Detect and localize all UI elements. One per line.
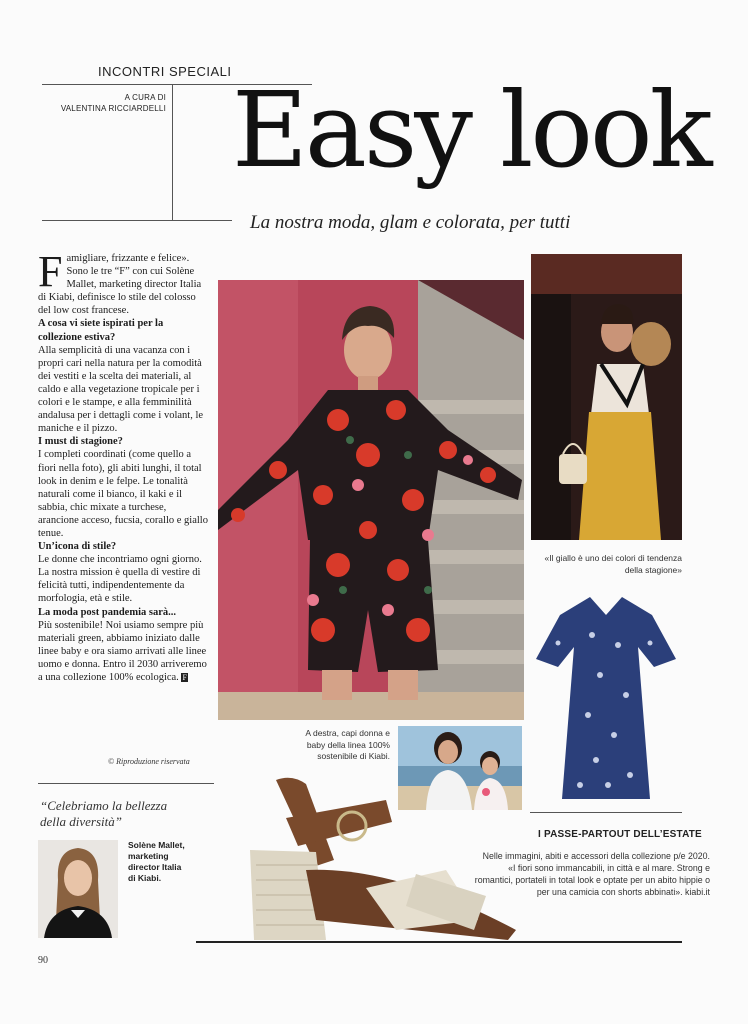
subtitle-rule	[42, 220, 232, 221]
question-2: I must di stagione?	[38, 436, 123, 448]
article-subtitle: La nostra moda, glam e colorata, per tutti	[250, 212, 571, 233]
byline-line2: VALENTINA RICCIARDELLI	[60, 104, 166, 113]
woman-portrait-icon	[38, 840, 118, 938]
question-1: A cosa vi siete ispirati per la collezione estiva?	[38, 318, 164, 343]
floral-model-icon	[218, 280, 524, 720]
person-role-2: director Italia	[128, 862, 182, 872]
family-caption: A destra, capi donna e baby della linea 100% sostenibile di Kiabi.	[305, 728, 390, 761]
page-number: 90	[38, 955, 48, 966]
passe-rule	[530, 812, 682, 813]
byline-line1: A CURA DI	[124, 93, 166, 102]
person-role-1: marketing	[128, 851, 169, 861]
answer-4: Più sostenibile! Noi usiamo sempre più materiali green, abbiamo iniziato dalle linee baby e ora siamo arrivati alle linee uomo e donna. Entro il 2030 arriveremo a una collezione 100% ecologica.	[38, 619, 207, 683]
reproduction-notice: © Riproduzione riservata	[108, 757, 190, 766]
question-3: Un’icona di stile?	[38, 541, 117, 553]
intro-text: amigliare, frizzante e felice». Sono le tre “F” con cui Solène Mallet, marketing director Italia di Kiabi, definisce lo stile del colosso del low cost francese.	[38, 253, 202, 317]
pullquote-rule	[38, 783, 214, 784]
passe-partout-text: Nelle immagini, abiti e accessori della collezione p/e 2020. «I fiori sono immancabili, in città e al mare. Strong e romantici, portateli in total look e optate per un abito hippie o per una camicia con shorts abbinati». kiabi.it	[474, 851, 710, 897]
blue-dress-icon	[530, 585, 682, 811]
floral-outfit-photo	[218, 280, 524, 720]
yellow-caption: «Il giallo è uno dei colori di tendenza della stagione»	[544, 553, 682, 575]
byline	[60, 92, 166, 114]
question-4: La moda post pandemia sarà...	[38, 606, 176, 618]
yellow-skirt-model-icon	[531, 254, 682, 540]
person-name: Solène Mallet,	[128, 840, 185, 850]
blue-dress-photo	[530, 585, 682, 811]
section-label: INCONTRI SPECIALI	[98, 64, 232, 79]
drop-cap: F	[38, 247, 63, 296]
yellow-skirt-photo	[531, 254, 682, 540]
end-mark: F	[182, 673, 187, 682]
person-caption	[128, 840, 194, 884]
answer-3: Le donne che incontriamo ogni giorno. La nostra mission è quella di vestire di felicità tutti, indipendentemente da morfologia, età e stile.	[38, 554, 202, 605]
header-vertical-rule	[172, 84, 173, 220]
bottom-rule	[196, 941, 682, 943]
article-body	[38, 247, 208, 684]
person-role-3: di Kiabi.	[128, 873, 162, 883]
portrait-photo	[38, 840, 118, 938]
pull-quote: “Celebriamo la bellezza della diversità”	[40, 798, 168, 829]
article-title: Easy look	[232, 69, 710, 191]
answer-2: I completi coordinati (come quello a fiori nella foto), gli abiti lunghi, il total look in denim e le felpe. Le tonalità naturali come il bianco, il kaki e il sabbia, chic mixate a turchese, arancione acceso, fucsia, corallo e giallo tenue.	[38, 449, 208, 539]
passe-partout-title: I PASSE-PARTOUT DELL’ESTATE	[538, 829, 702, 840]
answer-1: Alla semplicità di una vacanza con i propri cari nella natura per la comodità dei vestiti e la scelta dei materiali, al caldo e alla vegetazione tropicale per i colori e le stampe, e alla femminilità andalusa per i dettagli come i volant, le maniche e il pizzo.	[38, 344, 204, 435]
